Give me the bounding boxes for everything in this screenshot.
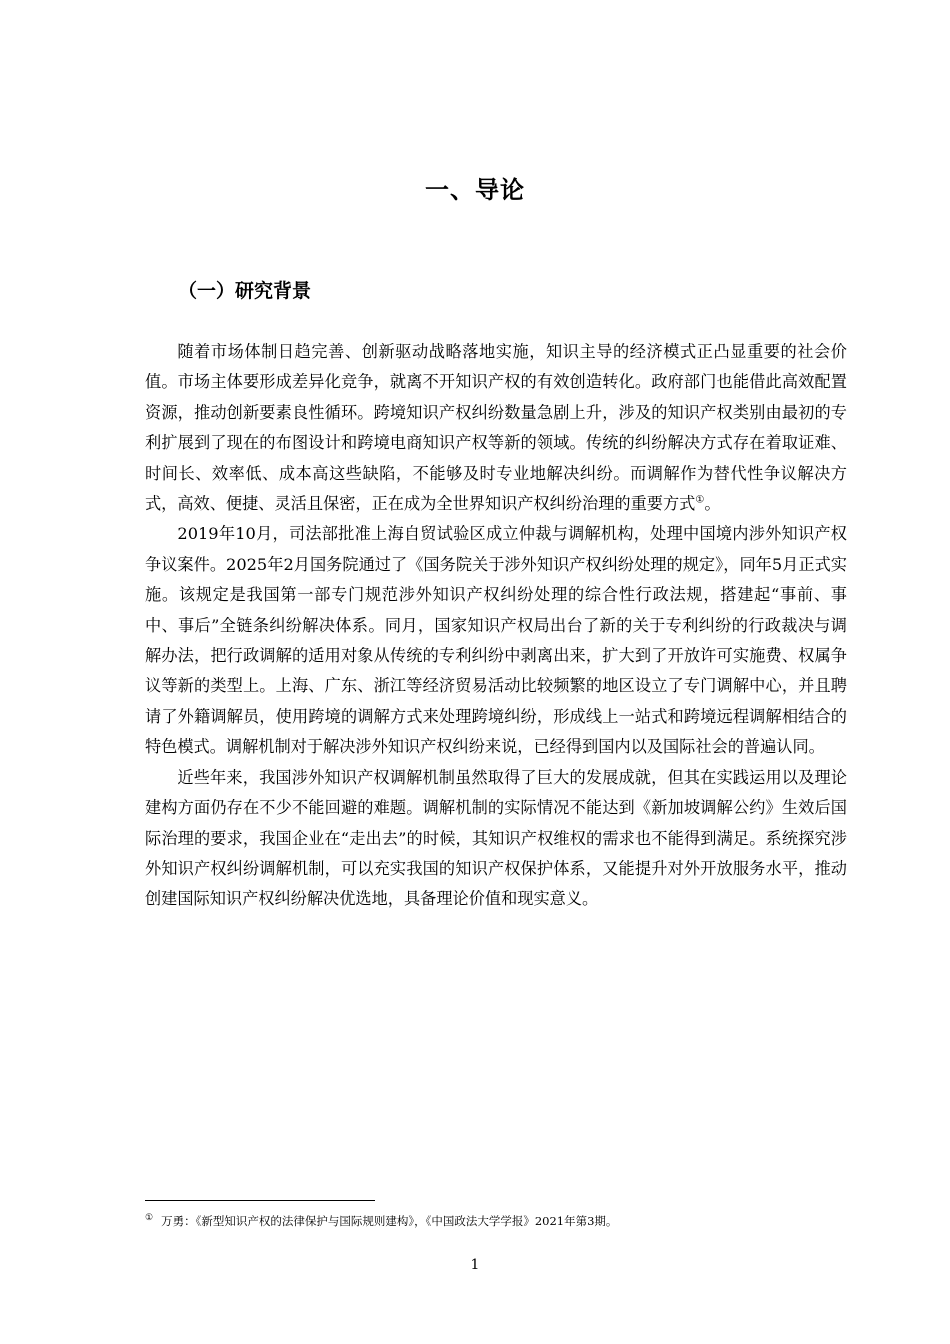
chapter-title: 一、导论 [425,176,525,204]
page-number: 1 [470,1257,480,1273]
footnote-mark: ① [145,1213,154,1224]
footnote [145,1213,845,1229]
paragraph-1-tail: 。 [704,494,721,514]
footnote-text: 万勇：《新型知识产权的法律保护与国际规则建构》，《中国政法大学学报》2021年第3期。 [161,1214,618,1228]
body-text [145,337,847,915]
footnote-divider [145,1200,375,1201]
paragraph-3: 近些年来，我国涉外知识产权调解机制虽然取得了巨大的发展成就，但其在实践运用以及理论建构方面仍存在不少不能回避的难题。调解机制的实际情况不能达到《新加坡调解公约》生效后国际治理的要求，我国企业在“走出去”的时候，其知识产权维权的需求也不能得到满足。系统探究涉外知识产权纠纷调解机制，可以充实我国的知识产权保护体系，又能提升对外开放服务水平，推动创建国际知识产权纠纷解决优选地，具备理论价值和现实意义。 [145,767,847,909]
paragraph-1-text: 随着市场体制日趋完善、创新驱动战略落地实施，知识主导的经济模式正凸显重要的社会价值。市场主体要形成差异化竞争，就离不开知识产权的有效创造转化。政府部门也能借此高效配置资源，推动创新要素良性循环。跨境知识产权纠纷数量急剧上升，涉及的知识产权类别由最初的专利扩展到了现在的布图设计和跨境电商知识产权等新的领域。传统的纠纷解决方式存在着取证难、时间长、效率低、成本高这些缺陷，不能够及时专业地解决纠纷。而调解作为替代性争议解决方式，高效、便捷、灵活且保密，正在成为全世界知识产权纠纷治理的重要方式 [145,342,847,514]
footnote-reference[interactable]: ① [695,494,705,506]
paragraph-2: 2019年10月，司法部批准上海自贸试验区成立仲裁与调解机构，处理中国境内涉外知识产权争议案件。2025年2月国务院通过了《国务院关于涉外知识产权纠纷处理的规定》，同年5月正式实施。该规定是我国第一部专门规范涉外知识产权纠纷处理的综合性行政法规，搭建起“事前、事中、事后”全链条纠纷解决体系。同月，国家知识产权局出台了新的关于专利纠纷的行政裁决与调解办法，把行政调解的适用对象从传统的专利纠纷中剥离出来，扩大到了开放许可实施费、权属争议等新的类型上。上海、广东、浙江等经济贸易活动比较频繁的地区设立了专门调解中心，并且聘请了外籍调解员，使用跨境的调解方式来处理跨境纠纷，形成线上一站式和跨境远程调解相结合的特色模式。调解机制对于解决涉外知识产权纠纷来说，已经得到国内以及国际社会的普遍认同。 [145,524,847,757]
section-title: （一）研究背景 [178,280,312,302]
paragraph-1 [145,337,847,519]
